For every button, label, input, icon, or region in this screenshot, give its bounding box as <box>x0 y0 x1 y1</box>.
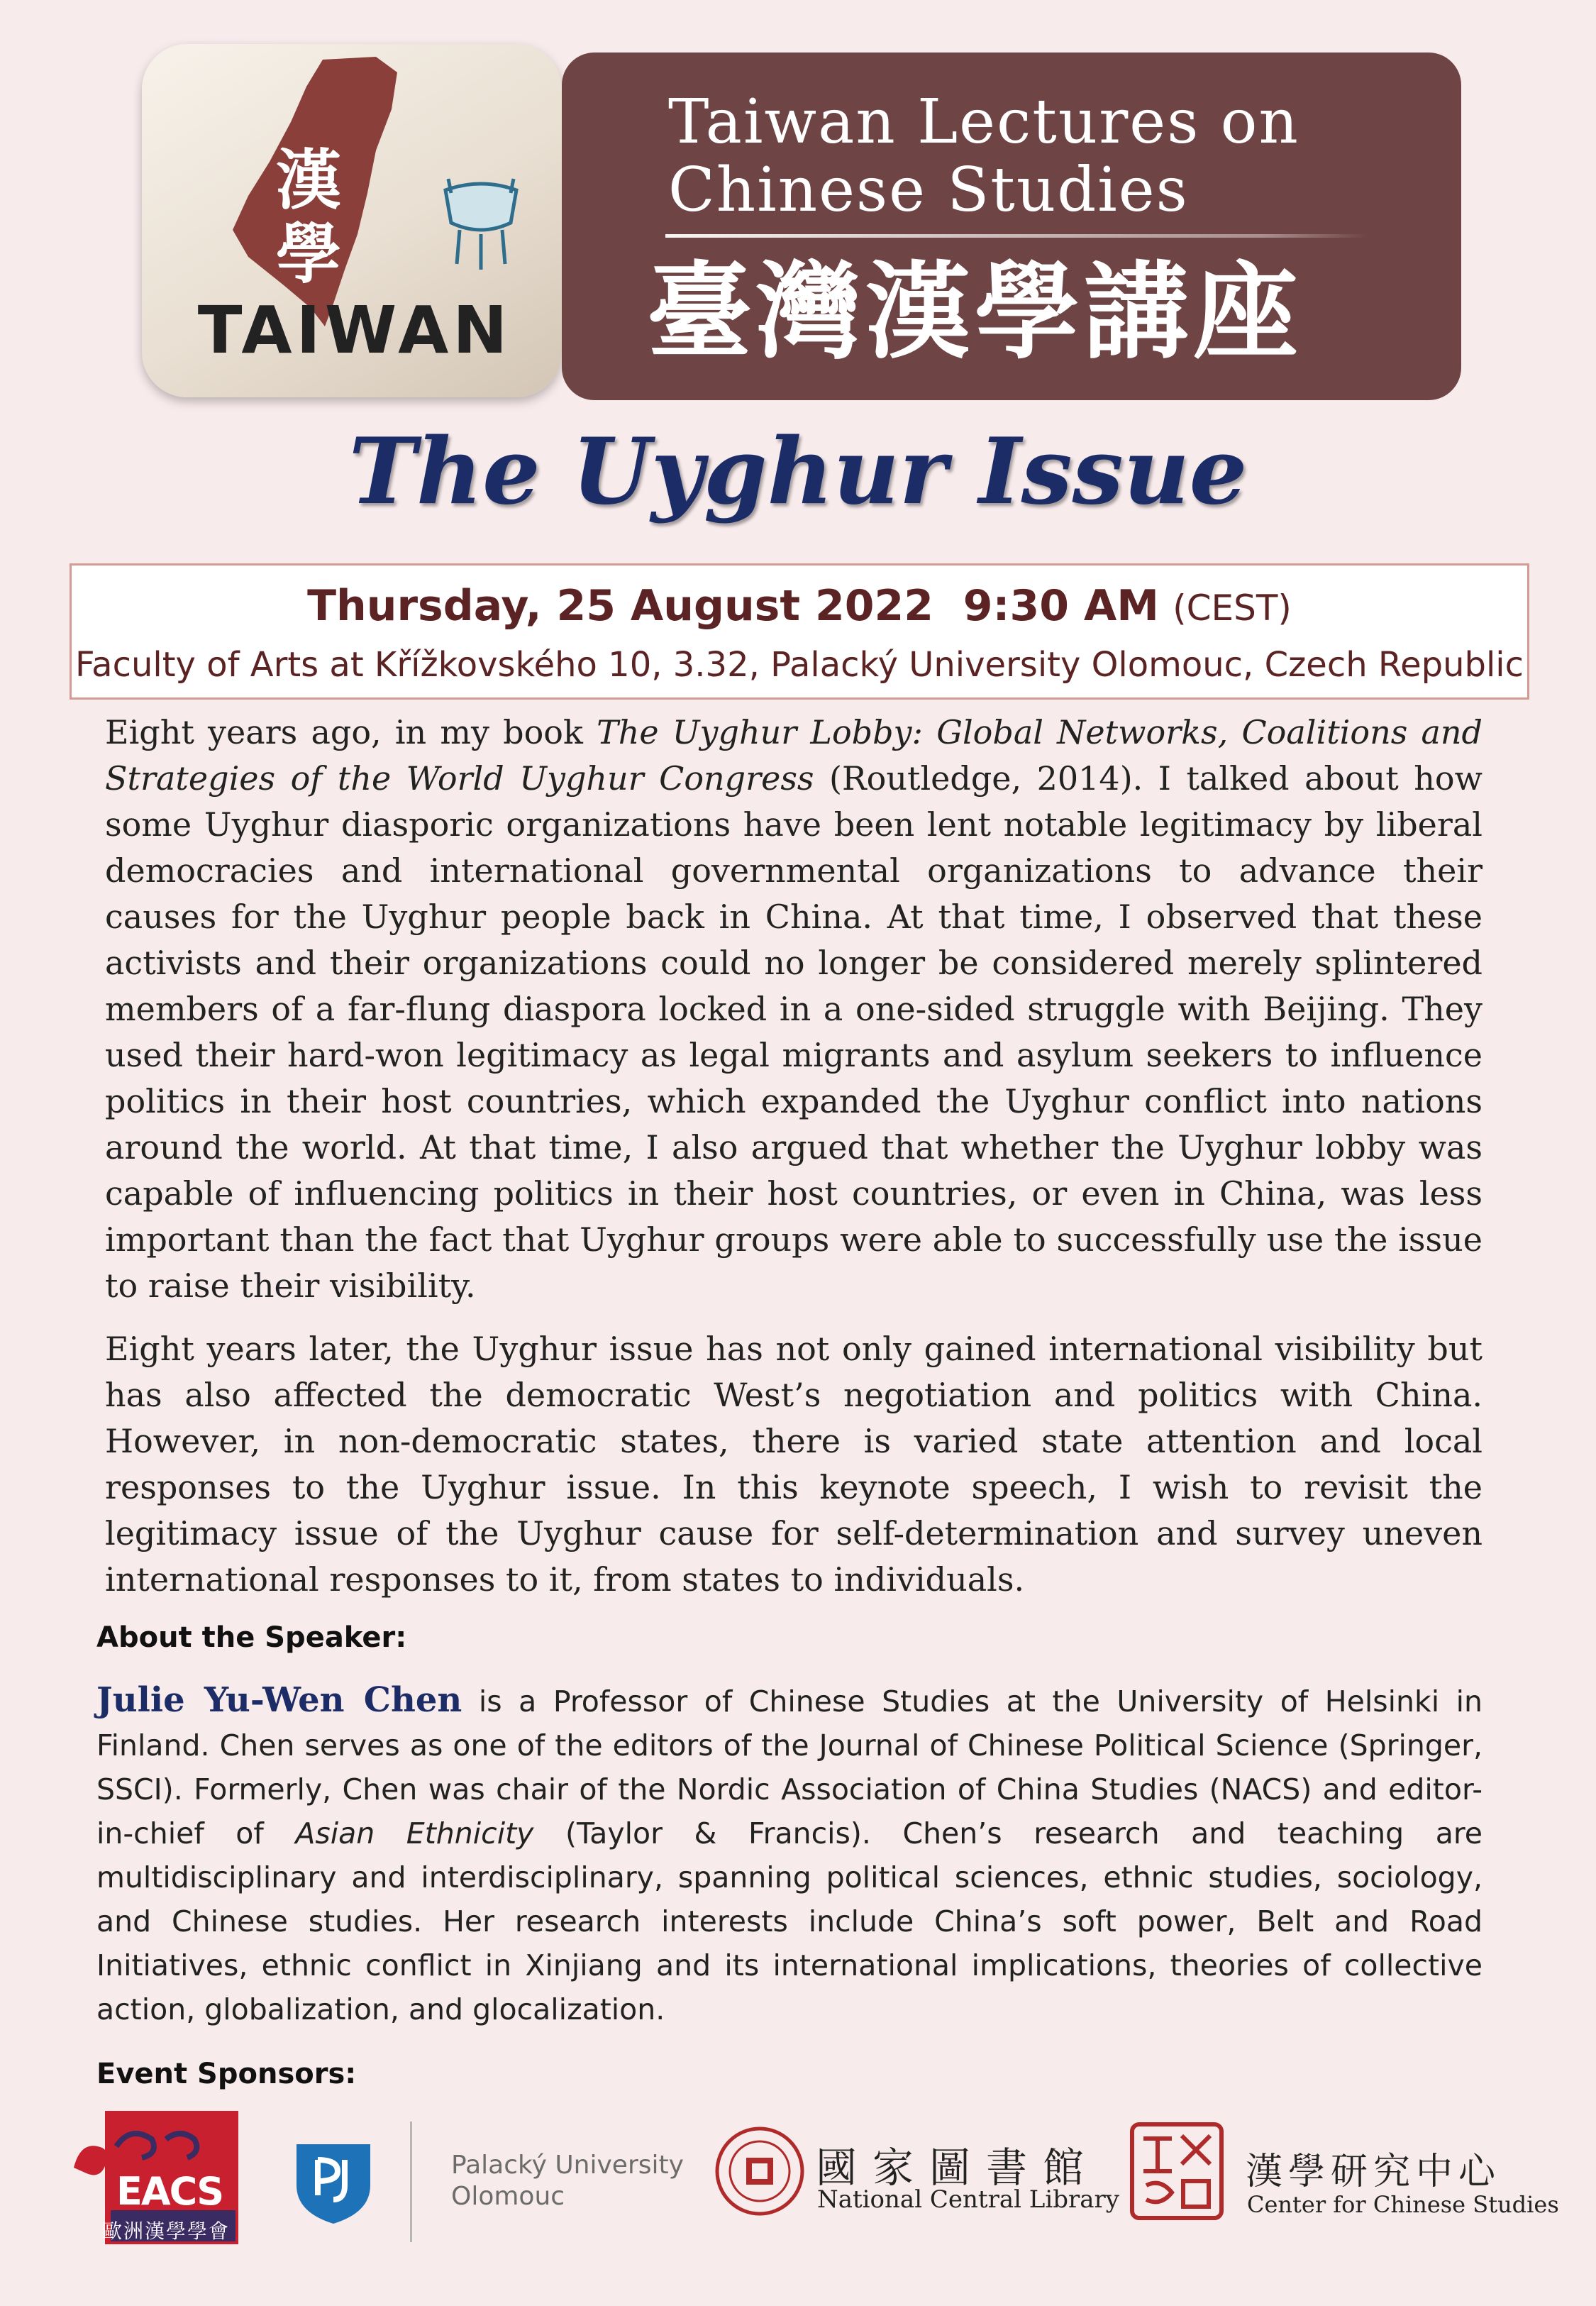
speaker-heading: About the Speaker: <box>96 1621 407 1654</box>
event-timezone: (CEST) <box>1173 587 1292 629</box>
abstract-paragraph-1 <box>105 710 1483 1309</box>
sponsors-heading: Event Sponsors: <box>96 2058 357 2090</box>
ncl-seal-icon <box>714 2125 806 2217</box>
ccs-seal-icon <box>1129 2122 1224 2221</box>
abstract-paragraph-2: Eight years later, the Uyghur issue has not only gained international visibility but has also affected the democratic West’s negotiation and politics with China. However, in non-democratic states, there is varied state attention and local responses to the Uyghur issue. In this keynote speech, I wish to revisit the legitimacy issue of the Uyghur cause for self-determination and survey uneven international responses to it, from states to individuals. <box>105 1330 1483 1599</box>
abstract-text: Eight years ago, in my book <box>105 713 597 751</box>
eacs-logo <box>74 2111 238 2244</box>
ding-vessel-icon <box>445 179 516 270</box>
bio-text: is a Professor of Chinese Studies at the University of Helsinki in Finland. Chen serves as one of the editors of the Journal of Chinese Political Science (Springer, SSCI). Formerly, Chen was chair of the Nordic Association of China Studies (NACS) and editor-in-chief of <box>96 1684 1483 1850</box>
taiwan-logo <box>142 44 562 397</box>
palacky-shield-icon <box>294 2141 373 2225</box>
abstract-text: (Routledge, 2014). I talked about how some Uyghur diasporic organizations have been lent notable legitimacy by liberal democracies and international governmental organizations to advance their causes for the Uyghur people back in China. At that time, I observed that these activists and their organizations could no longer be considered merely splintered members of a far-flung diaspora locked in a one-sided struggle with Beijing. They used their hard-won legitimacy as legal migrants and asylum seekers to influence politics in their host countries, which expanded the Uyghur conflict into nations around the world. At that time, I also argued that whether the Uyghur lobby was capable of influencing politics in their host countries, or even in China, was less important than the fact that Uyghur groups were able to successfully use the issue to raise their visibility. <box>105 759 1483 1305</box>
ccs-english-name: Center for Chinese Studies <box>1247 2191 1559 2218</box>
page-title: The Uyghur Issue <box>348 419 1248 525</box>
banner-cjk-title: 臺灣漢學講座 <box>647 250 1302 373</box>
palacky-line1: Palacký University <box>451 2151 684 2180</box>
journal-title: Asian Ethnicity <box>295 1816 534 1850</box>
banner-divider <box>665 234 1368 238</box>
event-date <box>72 581 1527 631</box>
ccs-cjk-name: 漢學研究中心 <box>1246 2151 1502 2193</box>
ncl-cjk-name: 國家圖書館 <box>816 2144 1100 2192</box>
palacky-university-name <box>451 2150 684 2212</box>
abstract <box>105 710 1483 1620</box>
event-date-time: Thursday, 25 August 2022 9:30 AM <box>307 581 1160 631</box>
sponsor-divider <box>410 2122 412 2242</box>
eacs-cjk: 歐洲漢學學會 <box>101 2219 230 2243</box>
speaker-bio <box>96 1678 1483 2031</box>
lecture-series-banner <box>562 53 1461 400</box>
book-title: The Uyghur Lobby: Global Networks, Coalitions and Strategies of the World Uyghur Congress <box>105 713 1483 798</box>
logo-wordmark: TAIWAN <box>197 292 512 368</box>
bio-text: (Taylor & Francis). Chen’s research and teaching are multidisciplinary and interdisciplinary, spanning political sciences, ethnic studies, sociology, and Chinese studies. Her research interests include China’s soft power, Belt and Road Initiatives, ethnic conflict in Xinjiang and its international implications, theories of collective action, globalization, and glocalization. <box>96 1816 1483 2026</box>
palacky-line2: Olomouc <box>451 2182 565 2211</box>
banner-title-line2: Chinese Studies <box>668 155 1189 226</box>
event-info-box <box>70 563 1529 700</box>
speaker-name: Julie Yu-Wen Chen <box>96 1680 462 1720</box>
eacs-abbr: EACS <box>116 2169 223 2214</box>
logo-cjk-mark: 漢學 <box>275 142 341 292</box>
ncl-english-name: National Central Library <box>817 2185 1119 2214</box>
event-venue: Faculty of Arts at Křížkovského 10, 3.32, Palacký University Olomouc, Czech Republic <box>74 645 1524 685</box>
banner-title-line1: Taiwan Lectures on <box>668 87 1299 158</box>
